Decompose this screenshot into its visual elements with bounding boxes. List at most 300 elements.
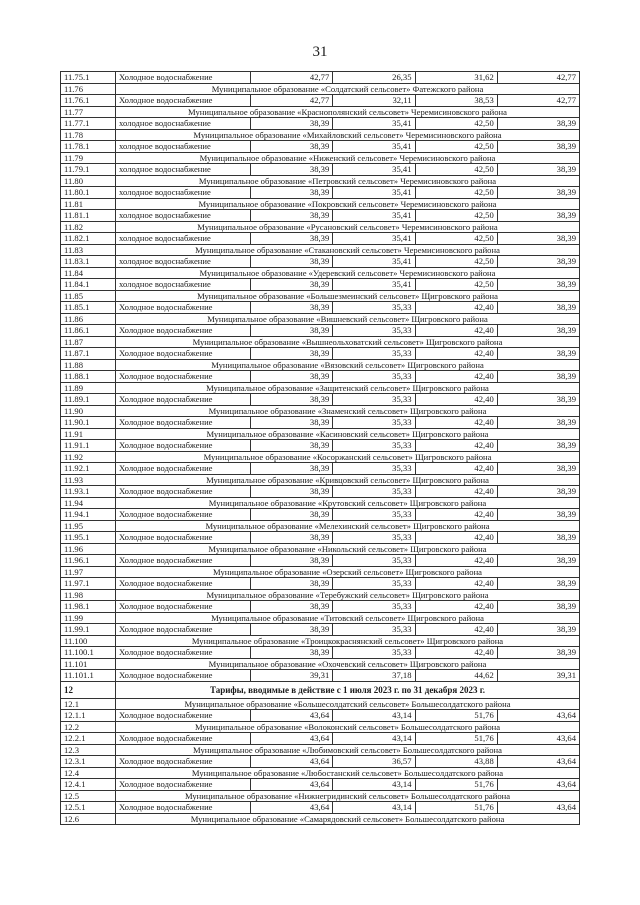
tariff-value-3: 42,50 xyxy=(415,164,497,176)
tariff-row xyxy=(61,302,580,314)
service-name: Холодное водоснабжение xyxy=(116,624,251,636)
tariff-row xyxy=(61,733,580,745)
row-code: 11.82 xyxy=(61,221,116,233)
municipality-row xyxy=(61,566,580,578)
service-name: Холодное водоснабжение xyxy=(116,779,251,791)
municipality-row xyxy=(61,428,580,440)
tariff-row xyxy=(61,486,580,498)
service-name: Холодное водоснабжение xyxy=(116,72,251,84)
municipality-name: Муниципальное образование «Волоконский сельсовет» Большесолдатского района xyxy=(116,721,580,733)
tariff-value-3: 42,40 xyxy=(415,624,497,636)
row-code: 11.99.1 xyxy=(61,624,116,636)
tariff-value-1: 38,39 xyxy=(251,601,333,613)
tariff-value-4: 38,39 xyxy=(497,141,579,153)
row-code: 11.83.1 xyxy=(61,256,116,268)
tariff-value-1: 43,64 xyxy=(251,802,333,814)
tariff-value-3: 43,88 xyxy=(415,756,497,768)
municipality-name: Муниципальное образование «Охочевский сельсовет» Щигровского района xyxy=(116,658,580,670)
tariff-value-2: 35,33 xyxy=(333,348,415,360)
tariff-value-1: 39,31 xyxy=(251,670,333,682)
tariff-value-2: 35,33 xyxy=(333,302,415,314)
tariff-value-1: 38,39 xyxy=(251,233,333,245)
municipality-name: Муниципальное образование «Ниженский сельсовет» Черемисиновского района xyxy=(116,152,580,164)
tariff-row xyxy=(61,394,580,406)
row-code: 11.94.1 xyxy=(61,509,116,521)
tariff-value-1: 38,39 xyxy=(251,118,333,130)
tariff-value-2: 35,33 xyxy=(333,601,415,613)
tariff-value-3: 42,50 xyxy=(415,233,497,245)
service-name: Холодное водоснабжение xyxy=(116,348,251,360)
tariff-value-3: 42,40 xyxy=(415,394,497,406)
row-code: 12.5.1 xyxy=(61,802,116,814)
tariff-row xyxy=(61,233,580,245)
row-code: 11.88.1 xyxy=(61,371,116,383)
row-code: 11.87 xyxy=(61,336,116,348)
tariff-value-3: 51,76 xyxy=(415,802,497,814)
tariff-row xyxy=(61,802,580,814)
tariff-value-2: 32,11 xyxy=(333,95,415,107)
tariff-row xyxy=(61,670,580,682)
tariff-row xyxy=(61,756,580,768)
municipality-name: Муниципальное образование «Крутовский сельсовет» Щигровского района xyxy=(116,497,580,509)
tariff-value-2: 35,33 xyxy=(333,486,415,498)
service-name: Холодное водоснабжение xyxy=(116,532,251,544)
service-name: Холодное водоснабжение xyxy=(116,756,251,768)
municipality-row xyxy=(61,290,580,302)
row-code: 12.2 xyxy=(61,721,116,733)
municipality-row xyxy=(61,813,580,825)
tariff-value-4: 38,39 xyxy=(497,256,579,268)
tariff-value-2: 35,33 xyxy=(333,532,415,544)
service-name: холодное водоснабжение xyxy=(116,233,251,245)
service-name: Холодное водоснабжение xyxy=(116,509,251,521)
municipality-row xyxy=(61,129,580,141)
tariff-value-4: 39,31 xyxy=(497,670,579,682)
row-code: 11.95.1 xyxy=(61,532,116,544)
municipality-row xyxy=(61,658,580,670)
tariff-value-2: 35,41 xyxy=(333,164,415,176)
section-title: Тарифы, вводимые в действие с 1 июля 2023 г. по 31 декабря 2023 г. xyxy=(116,681,580,698)
tariff-value-1: 38,39 xyxy=(251,256,333,268)
tariff-row xyxy=(61,417,580,429)
tariff-value-3: 31,62 xyxy=(415,72,497,84)
tariff-value-3: 42,50 xyxy=(415,118,497,130)
tariff-row xyxy=(61,509,580,521)
row-code: 11.91.1 xyxy=(61,440,116,452)
row-code: 11.81 xyxy=(61,198,116,210)
row-code: 11.82.1 xyxy=(61,233,116,245)
service-name: Холодное водоснабжение xyxy=(116,463,251,475)
tariff-value-3: 42,40 xyxy=(415,647,497,659)
tariff-value-3: 38,53 xyxy=(415,95,497,107)
row-code: 11.93.1 xyxy=(61,486,116,498)
tariff-value-3: 42,50 xyxy=(415,210,497,222)
service-name: холодное водоснабжение xyxy=(116,187,251,199)
tariff-value-4: 42,77 xyxy=(497,72,579,84)
municipality-name: Муниципальное образование «Михайловский сельсовет» Черемисиновского района xyxy=(116,129,580,141)
tariff-row xyxy=(61,72,580,84)
tariff-value-4: 38,39 xyxy=(497,532,579,544)
service-name: Холодное водоснабжение xyxy=(116,486,251,498)
tariff-value-2: 35,41 xyxy=(333,256,415,268)
municipality-name: Муниципальное образование «Солдатский сельсовет» Фатежского района xyxy=(116,83,580,95)
tariff-row xyxy=(61,187,580,199)
row-code: 11.78 xyxy=(61,129,116,141)
municipality-name: Муниципальное образование «Краснополянский сельсовет» Черемисиновского района xyxy=(116,106,580,118)
tariff-value-4: 42,77 xyxy=(497,95,579,107)
row-code: 11.94 xyxy=(61,497,116,509)
tariff-value-1: 38,39 xyxy=(251,187,333,199)
municipality-row xyxy=(61,152,580,164)
municipality-row xyxy=(61,698,580,710)
row-code: 11.80 xyxy=(61,175,116,187)
municipality-name: Муниципальное образование «Касиновский сельсовет» Щигровского района xyxy=(116,428,580,440)
row-code: 11.85.1 xyxy=(61,302,116,314)
tariff-row xyxy=(61,371,580,383)
tariff-value-4: 38,39 xyxy=(497,601,579,613)
row-code: 11.98.1 xyxy=(61,601,116,613)
municipality-name: Муниципальное образование «Вязовский сельсовет» Щигровского района xyxy=(116,359,580,371)
tariff-value-3: 42,50 xyxy=(415,279,497,291)
row-code: 12.3 xyxy=(61,744,116,756)
service-name: Холодное водоснабжение xyxy=(116,371,251,383)
row-code: 11.100.1 xyxy=(61,647,116,659)
tariff-value-1: 38,39 xyxy=(251,624,333,636)
tariff-value-4: 38,39 xyxy=(497,325,579,337)
tariff-value-4: 38,39 xyxy=(497,417,579,429)
tariff-value-1: 38,39 xyxy=(251,578,333,590)
row-code: 11.92.1 xyxy=(61,463,116,475)
tariff-value-3: 42,40 xyxy=(415,348,497,360)
tariff-value-3: 42,50 xyxy=(415,256,497,268)
service-name: Холодное водоснабжение xyxy=(116,555,251,567)
municipality-row xyxy=(61,451,580,463)
tariff-value-3: 42,40 xyxy=(415,532,497,544)
municipality-row xyxy=(61,313,580,325)
row-code: 11.81.1 xyxy=(61,210,116,222)
municipality-row xyxy=(61,198,580,210)
row-code: 11.92 xyxy=(61,451,116,463)
tariff-value-1: 38,39 xyxy=(251,463,333,475)
row-code: 11.83 xyxy=(61,244,116,256)
tariff-row xyxy=(61,647,580,659)
tariff-value-2: 35,41 xyxy=(333,279,415,291)
tariff-value-3: 44,62 xyxy=(415,670,497,682)
tariff-value-1: 38,39 xyxy=(251,394,333,406)
municipality-name: Муниципальное образование «Мелехинский сельсовет» Щигровского района xyxy=(116,520,580,532)
tariff-value-4: 38,39 xyxy=(497,647,579,659)
municipality-row xyxy=(61,767,580,779)
service-name: Холодное водоснабжение xyxy=(116,440,251,452)
row-code: 11.76 xyxy=(61,83,116,95)
tariff-row xyxy=(61,164,580,176)
row-code: 11.84 xyxy=(61,267,116,279)
municipality-name: Муниципальное образование «Нижнегридинский сельсовет» Большесолдатского района xyxy=(116,790,580,802)
row-code: 12.1.1 xyxy=(61,710,116,722)
tariff-value-1: 38,39 xyxy=(251,509,333,521)
tariff-value-2: 35,33 xyxy=(333,647,415,659)
service-name: Холодное водоснабжение xyxy=(116,417,251,429)
service-name: холодное водоснабжение xyxy=(116,256,251,268)
municipality-row xyxy=(61,589,580,601)
municipality-row xyxy=(61,721,580,733)
tariff-value-2: 35,33 xyxy=(333,509,415,521)
tariff-row xyxy=(61,532,580,544)
row-code: 11.89.1 xyxy=(61,394,116,406)
row-code: 11.101.1 xyxy=(61,670,116,682)
municipality-name: Муниципальное образование «Теребужский сельсовет» Щигровского района xyxy=(116,589,580,601)
row-code: 11.79 xyxy=(61,152,116,164)
tariff-value-2: 35,33 xyxy=(333,555,415,567)
row-code: 11.97 xyxy=(61,566,116,578)
municipality-name: Муниципальное образование «Стакановский сельсовет» Черемисиновского района xyxy=(116,244,580,256)
row-code: 11.87.1 xyxy=(61,348,116,360)
row-code: 11.76.1 xyxy=(61,95,116,107)
municipality-name: Муниципальное образование «Озерский сельсовет» Щигровского района xyxy=(116,566,580,578)
tariff-row xyxy=(61,348,580,360)
tariff-value-4: 38,39 xyxy=(497,555,579,567)
tariff-row xyxy=(61,210,580,222)
municipality-name: Муниципальное образование «Самарядовский сельсовет» Большесолдатского района xyxy=(116,813,580,825)
tariff-value-3: 42,50 xyxy=(415,141,497,153)
tariff-value-4: 38,39 xyxy=(497,509,579,521)
service-name: Холодное водоснабжение xyxy=(116,325,251,337)
tariff-value-4: 38,39 xyxy=(497,624,579,636)
municipality-row xyxy=(61,497,580,509)
municipality-row xyxy=(61,474,580,486)
service-name: холодное водоснабжение xyxy=(116,164,251,176)
tariff-value-3: 51,76 xyxy=(415,710,497,722)
row-code: 11.91 xyxy=(61,428,116,440)
tariff-value-1: 43,64 xyxy=(251,779,333,791)
section-header-row xyxy=(61,681,580,698)
municipality-name: Муниципальное образование «Любимовский сельсовет» Большесолдатского района xyxy=(116,744,580,756)
tariff-value-2: 35,33 xyxy=(333,578,415,590)
tariff-value-3: 51,76 xyxy=(415,779,497,791)
service-name: холодное водоснабжение xyxy=(116,279,251,291)
tariff-value-3: 42,40 xyxy=(415,463,497,475)
tariff-value-1: 38,39 xyxy=(251,417,333,429)
service-name: холодное водоснабжение xyxy=(116,210,251,222)
municipality-row xyxy=(61,405,580,417)
row-code: 11.99 xyxy=(61,612,116,624)
tariff-value-1: 38,39 xyxy=(251,302,333,314)
municipality-row xyxy=(61,612,580,624)
row-code: 11.85 xyxy=(61,290,116,302)
municipality-name: Муниципальное образование «Покровский сельсовет» Черемисиновского района xyxy=(116,198,580,210)
municipality-row xyxy=(61,790,580,802)
municipality-name: Муниципальное образование «Защитенский сельсовет» Щигровского района xyxy=(116,382,580,394)
tariff-value-1: 38,39 xyxy=(251,164,333,176)
tariff-row xyxy=(61,779,580,791)
municipality-row xyxy=(61,221,580,233)
municipality-name: Муниципальное образование «Русановский сельсовет» Черемисиновского района xyxy=(116,221,580,233)
tariff-value-4: 38,39 xyxy=(497,440,579,452)
tariff-row xyxy=(61,118,580,130)
municipality-row xyxy=(61,744,580,756)
municipality-row xyxy=(61,83,580,95)
municipality-row xyxy=(61,336,580,348)
service-name: Холодное водоснабжение xyxy=(116,394,251,406)
row-code: 12.4.1 xyxy=(61,779,116,791)
row-code: 11.96.1 xyxy=(61,555,116,567)
municipality-name: Муниципальное образование «Косоржанский сельсовет» Щигровского района xyxy=(116,451,580,463)
service-name: Холодное водоснабжение xyxy=(116,647,251,659)
row-code: 11.77.1 xyxy=(61,118,116,130)
tariff-value-2: 35,41 xyxy=(333,118,415,130)
tariff-value-1: 43,64 xyxy=(251,733,333,745)
tariff-value-2: 36,57 xyxy=(333,756,415,768)
tariff-value-4: 38,39 xyxy=(497,118,579,130)
row-code: 11.86 xyxy=(61,313,116,325)
row-code: 11.88 xyxy=(61,359,116,371)
row-code: 11.90 xyxy=(61,405,116,417)
tariff-value-2: 35,41 xyxy=(333,233,415,245)
row-code: 11.95 xyxy=(61,520,116,532)
tariff-value-2: 43,14 xyxy=(333,733,415,745)
service-name: холодное водоснабжение xyxy=(116,141,251,153)
tariff-table-body xyxy=(61,72,580,825)
tariff-value-3: 42,40 xyxy=(415,371,497,383)
municipality-name: Муниципальное образование «Большезмеинский сельсовет» Щигровского района xyxy=(116,290,580,302)
tariff-value-2: 35,33 xyxy=(333,394,415,406)
service-name: Холодное водоснабжение xyxy=(116,95,251,107)
tariff-value-4: 43,64 xyxy=(497,779,579,791)
tariff-row xyxy=(61,256,580,268)
tariff-value-4: 43,64 xyxy=(497,756,579,768)
tariff-value-4: 38,39 xyxy=(497,187,579,199)
tariff-value-3: 42,50 xyxy=(415,187,497,199)
tariff-value-1: 43,64 xyxy=(251,756,333,768)
tariff-row xyxy=(61,624,580,636)
tariff-value-2: 35,33 xyxy=(333,463,415,475)
row-code: 11.98 xyxy=(61,589,116,601)
tariff-value-1: 38,39 xyxy=(251,348,333,360)
row-code: 12.1 xyxy=(61,698,116,710)
tariff-value-2: 35,33 xyxy=(333,440,415,452)
tariff-row xyxy=(61,325,580,337)
tariff-row xyxy=(61,141,580,153)
tariff-row xyxy=(61,463,580,475)
row-code: 11.93 xyxy=(61,474,116,486)
service-name: Холодное водоснабжение xyxy=(116,733,251,745)
tariff-value-4: 38,39 xyxy=(497,279,579,291)
tariff-value-3: 42,40 xyxy=(415,440,497,452)
tariff-value-3: 42,40 xyxy=(415,578,497,590)
tariff-value-2: 26,35 xyxy=(333,72,415,84)
tariff-value-1: 38,39 xyxy=(251,532,333,544)
row-code: 11.101 xyxy=(61,658,116,670)
tariff-value-1: 38,39 xyxy=(251,555,333,567)
municipality-row xyxy=(61,267,580,279)
tariff-value-2: 37,18 xyxy=(333,670,415,682)
tariff-value-2: 35,33 xyxy=(333,417,415,429)
row-code: 11.75.1 xyxy=(61,72,116,84)
tariff-value-4: 38,39 xyxy=(497,164,579,176)
tariff-value-1: 38,39 xyxy=(251,486,333,498)
tariff-value-1: 38,39 xyxy=(251,210,333,222)
municipality-name: Муниципальное образование «Кривцовский сельсовет» Щигровского района xyxy=(116,474,580,486)
row-code: 12.3.1 xyxy=(61,756,116,768)
tariff-value-1: 38,39 xyxy=(251,325,333,337)
municipality-row xyxy=(61,244,580,256)
row-code: 12.6 xyxy=(61,813,116,825)
service-name: холодное водоснабжение xyxy=(116,118,251,130)
service-name: Холодное водоснабжение xyxy=(116,710,251,722)
tariff-value-4: 38,39 xyxy=(497,233,579,245)
row-code: 11.86.1 xyxy=(61,325,116,337)
row-code: 11.97.1 xyxy=(61,578,116,590)
tariff-value-3: 42,40 xyxy=(415,302,497,314)
tariff-value-4: 38,39 xyxy=(497,463,579,475)
municipality-name: Муниципальное образование «Удеревский сельсовет» Черемисиновского района xyxy=(116,267,580,279)
row-code: 12 xyxy=(61,681,116,698)
row-code: 11.89 xyxy=(61,382,116,394)
tariff-value-4: 43,64 xyxy=(497,733,579,745)
service-name: Холодное водоснабжение xyxy=(116,601,251,613)
tariff-value-3: 42,40 xyxy=(415,555,497,567)
tariff-value-2: 35,41 xyxy=(333,210,415,222)
tariff-value-4: 43,64 xyxy=(497,710,579,722)
tariff-value-3: 42,40 xyxy=(415,509,497,521)
service-name: Холодное водоснабжение xyxy=(116,670,251,682)
tariff-value-1: 42,77 xyxy=(251,72,333,84)
tariff-value-4: 38,39 xyxy=(497,210,579,222)
tariff-row xyxy=(61,601,580,613)
tariff-value-4: 38,39 xyxy=(497,348,579,360)
municipality-row xyxy=(61,175,580,187)
row-code: 12.4 xyxy=(61,767,116,779)
tariff-value-3: 42,40 xyxy=(415,486,497,498)
row-code: 11.80.1 xyxy=(61,187,116,199)
tariff-value-4: 38,39 xyxy=(497,302,579,314)
tariff-value-1: 38,39 xyxy=(251,371,333,383)
municipality-name: Муниципальное образование «Петровский сельсовет» Черемисиновского района xyxy=(116,175,580,187)
municipality-row xyxy=(61,359,580,371)
tariff-value-4: 38,39 xyxy=(497,394,579,406)
tariff-value-3: 51,76 xyxy=(415,733,497,745)
row-code: 11.90.1 xyxy=(61,417,116,429)
row-code: 12.5 xyxy=(61,790,116,802)
tariff-value-1: 38,39 xyxy=(251,279,333,291)
tariff-value-3: 42,40 xyxy=(415,325,497,337)
row-code: 11.100 xyxy=(61,635,116,647)
service-name: Холодное водоснабжение xyxy=(116,578,251,590)
tariff-value-4: 38,39 xyxy=(497,486,579,498)
municipality-name: Муниципальное образование «Троицкокраснянский сельсовет» Щигровского района xyxy=(116,635,580,647)
tariff-value-4: 38,39 xyxy=(497,578,579,590)
tariff-value-2: 43,14 xyxy=(333,710,415,722)
tariff-row xyxy=(61,440,580,452)
row-code: 11.78.1 xyxy=(61,141,116,153)
tariff-value-2: 35,41 xyxy=(333,141,415,153)
tariff-value-2: 35,33 xyxy=(333,325,415,337)
row-code: 11.96 xyxy=(61,543,116,555)
row-code: 11.79.1 xyxy=(61,164,116,176)
tariff-row xyxy=(61,95,580,107)
municipality-row xyxy=(61,382,580,394)
tariff-value-2: 35,41 xyxy=(333,187,415,199)
service-name: Холодное водоснабжение xyxy=(116,302,251,314)
tariff-row xyxy=(61,555,580,567)
tariff-value-2: 35,33 xyxy=(333,624,415,636)
tariff-value-1: 38,39 xyxy=(251,440,333,452)
tariff-value-2: 43,14 xyxy=(333,802,415,814)
municipality-name: Муниципальное образование «Никольский сельсовет» Щигровского района xyxy=(116,543,580,555)
tariff-value-1: 42,77 xyxy=(251,95,333,107)
service-name: Холодное водоснабжение xyxy=(116,802,251,814)
tariff-value-1: 38,39 xyxy=(251,141,333,153)
